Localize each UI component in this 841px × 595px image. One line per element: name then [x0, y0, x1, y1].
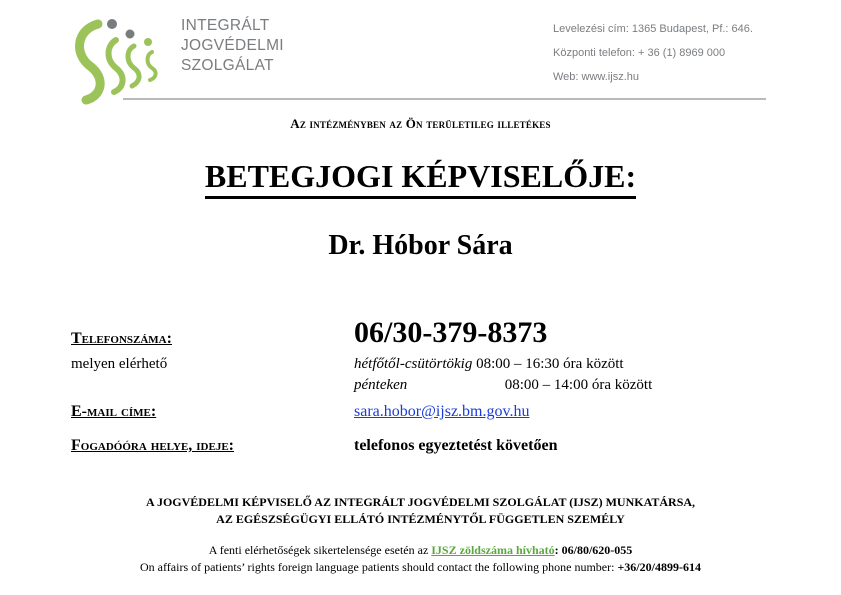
logo-line-3: SZOLGÁLAT: [181, 57, 274, 74]
office-hours-label: Fogadóóra helye, ideje:: [71, 437, 235, 454]
representative-name: Dr. Hóbor Sára: [328, 230, 513, 261]
footer-line-1: [0, 542, 841, 559]
website: Web: www.ijsz.hu: [553, 71, 639, 83]
logo-wordmark: [181, 16, 284, 76]
hours-time: 08:00 – 14:00 óra között: [504, 377, 653, 393]
phone-number[interactable]: 06/30-379-8373: [354, 316, 548, 349]
hours-row: [354, 377, 652, 394]
green-number-link[interactable]: IJSZ zöldszáma hívható: [431, 543, 555, 557]
footer-text: A fenti elérhetőségek sikertelensége esetén az: [208, 543, 432, 557]
header-divider: [123, 98, 766, 100]
office-hours-value: telefonos egyeztetést követően: [354, 437, 558, 454]
disclaimer-line-1: A JOGVÉDELMI KÉPVISELŐ AZ INTEGRÁLT JOGVÉDELMI SZOLGÁLAT (IJSZ) MUNKATÁRSA,: [145, 495, 696, 509]
postal-address: Levelezési cím: 1365 Budapest, Pf.: 646.: [553, 23, 753, 35]
header-contact: [553, 17, 753, 89]
logo-line-1: INTEGRÁLT: [181, 17, 270, 34]
foreign-language-number: +36/20/4899-614: [617, 560, 701, 574]
hours-days: hétfőtől-csütörtökig: [354, 356, 473, 372]
green-number: : 06/80/620-055: [554, 543, 633, 557]
phone-label: Telefonszáma:: [71, 330, 172, 347]
hours-time: 08:00 – 16:30 óra között: [476, 356, 624, 372]
page-title-text: BETEGJOGI KÉPVISELŐJE:: [205, 156, 636, 199]
email-link[interactable]: sara.hobor@ijsz.bm.gov.hu: [354, 403, 530, 420]
footer-line-2: [0, 559, 841, 576]
hours-days: pénteken: [354, 377, 408, 393]
page-title: [0, 156, 841, 199]
ijsz-logo-icon: [68, 16, 172, 106]
footer: [0, 542, 841, 576]
central-phone: Központi telefon: + 36 (1) 8969 000: [553, 47, 726, 59]
kicker-text: Az intézményben az Ön területileg illetékes: [290, 116, 551, 131]
logo-line-2: JOGVÉDELMI: [181, 37, 284, 54]
email-label: E-mail címe:: [71, 403, 157, 420]
disclaimer: [0, 494, 841, 528]
disclaimer-line-2: AZ EGÉSZSÉGÜGYI ELLÁTÓ INTÉZMÉNYTŐL FÜGGETLEN SZEMÉLY: [216, 512, 625, 526]
hours-row: [354, 356, 624, 373]
availability-label: melyen elérhető: [71, 356, 168, 372]
footer-foreign-text: On affairs of patients’ rights foreign language patients should contact the following phone number:: [140, 560, 618, 574]
